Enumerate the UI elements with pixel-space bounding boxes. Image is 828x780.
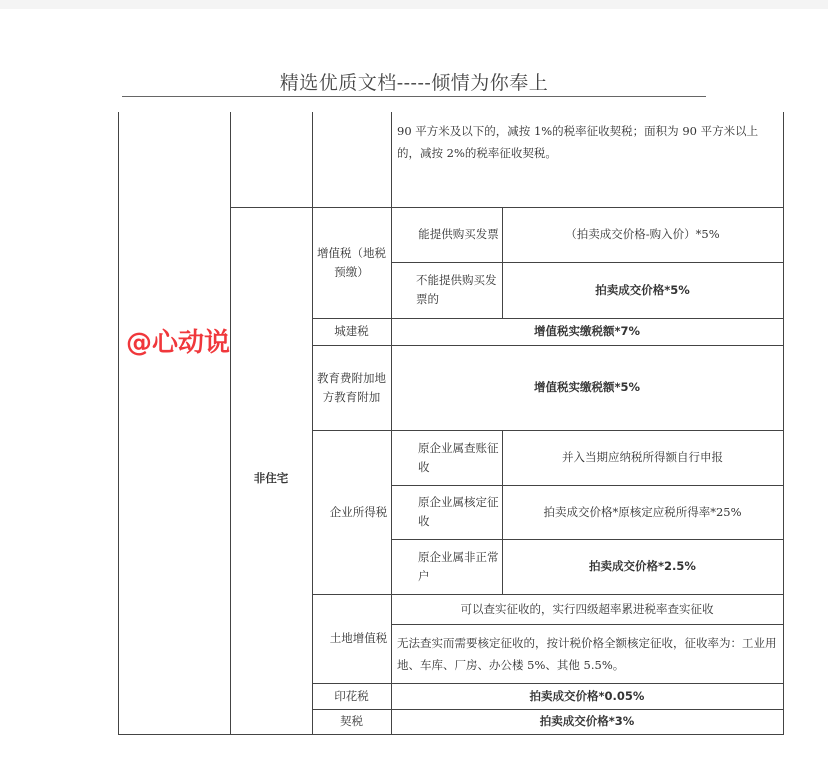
vat-no-invoice-label: 不能提供购买发票的	[416, 273, 497, 306]
table-border-right	[783, 112, 784, 735]
deed-tax-note: 90 平方米及以下的，减按 1%的税率征收契税；面积为 90 平方米以上的，减按 2%的税率征收契税。	[397, 124, 759, 160]
urban-tax-label: 城建税	[334, 324, 369, 338]
top-band	[0, 0, 828, 9]
vat-invoice-label: 能提供购买发票	[418, 227, 499, 241]
cit-audit-label: 原企业属查账征收	[418, 440, 499, 474]
lat-verified-value: 可以查实征收的，实行四级超率累进税率查实征收	[460, 601, 714, 616]
header-rule	[122, 96, 706, 97]
table-border-left	[118, 112, 119, 735]
cit-abnormal-label: 原企业属非正常户	[418, 549, 499, 583]
table-divider	[230, 112, 231, 735]
deed-tax-value: 拍卖成交价格*3%	[539, 714, 635, 728]
edu-surcharge-value: 增值税实缴税额*5%	[533, 380, 641, 394]
lat-assessed-value: 无法查实而需要核定征收的，按计税价格全额核定征收，征收率为：工业用地、车库、厂房、办公楼 5%、其他 5.5%。	[397, 635, 777, 672]
edu-surcharge-label: 教育费附加地方教育附加	[317, 370, 386, 404]
table-border-bottom	[118, 734, 784, 735]
cit-assessed-value: 拍卖成交价格*原核定应税所得率*25%	[543, 504, 742, 519]
vat-no-invoice-value: 拍卖成交价格*5%	[595, 282, 690, 297]
stamp-tax-value: 拍卖成交价格*0.05%	[529, 688, 645, 703]
urban-tax-value: 增值税实缴税额*7%	[533, 324, 641, 338]
deed-tax-label: 契税	[340, 714, 363, 728]
cit-abnormal-value: 拍卖成交价格*2.5%	[589, 559, 696, 573]
page-header-title: 精选优质文档-----倾情为你奉上	[279, 72, 549, 94]
vat-invoice-value: （拍卖成交价格-购入价）*5%	[565, 227, 720, 241]
stamp-tax-label: 印花税	[334, 688, 369, 703]
cit-label: 企业所得税	[329, 504, 388, 519]
cit-audit-value: 并入当期应纳税所得额自行申报	[562, 450, 723, 464]
lat-label: 土地增值税	[329, 631, 388, 645]
vat-label: 增值税（地税预缴）	[317, 245, 386, 279]
category-label: 非住宅	[253, 470, 289, 485]
cit-assessed-label: 原企业属核定征收	[418, 495, 499, 528]
watermark-text: @心动说	[126, 328, 231, 358]
